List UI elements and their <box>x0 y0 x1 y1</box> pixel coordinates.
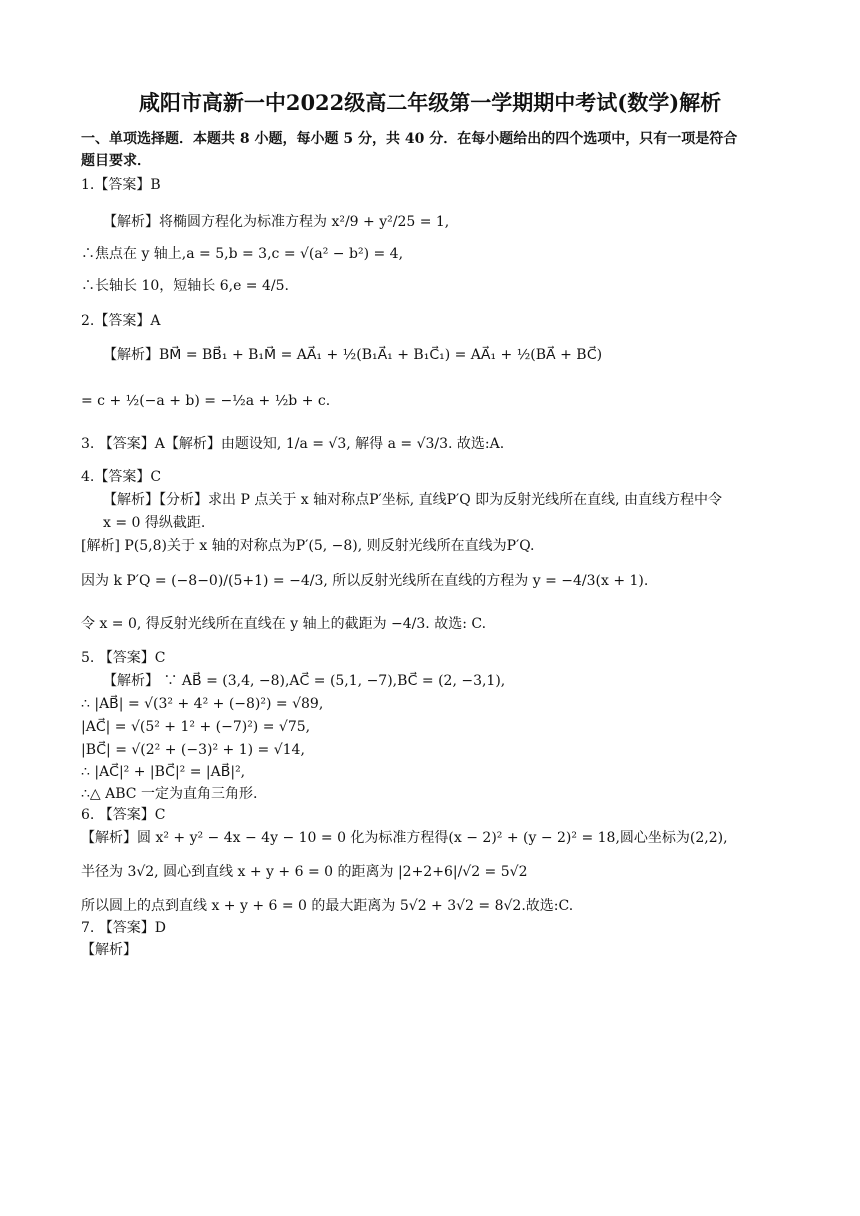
q4-analysis-line3: [解析] P(5,8)关于 x 轴的对称点为P′(5, −8), 则反射光线所在直线为P′Q. <box>81 538 535 554</box>
q5-analysis-line6: ∴△ ABC 一定为直角三角形. <box>81 786 258 802</box>
q2-analysis-line2: = c + ½(−a + b) = −½a + ½b + c. <box>81 393 331 409</box>
q4-analysis-line2: x = 0 得纵截距. <box>103 515 206 531</box>
q1-analysis-line3: ∴长轴长 10，短轴长 6,e = 4/5. <box>81 278 289 294</box>
q5-analysis-line4: |BC⃗| = √(2² + (−3)² + 1) = √14, <box>81 742 305 758</box>
q7-analysis-line1: 【解析】 <box>81 942 137 958</box>
q5-analysis-line3: |AC⃗| = √(5² + 1² + (−7)²) = √75, <box>81 719 311 735</box>
q4-answer: 4.【答案】C <box>81 469 162 485</box>
q4-analysis-line4: 因为 k P′Q = (−8−0)/(5+1) = −4/3, 所以反射光线所在直线的方程为 y = −4/3(x + 1). <box>81 573 649 589</box>
q6-analysis-line2: 半径为 3√2, 圆心到直线 x + y + 6 = 0 的距离为 |2+2+6|/√2 = 5√2 <box>81 864 528 880</box>
q5-answer: 5. 【答案】C <box>81 650 166 666</box>
q6-answer: 6. 【答案】C <box>81 807 166 823</box>
q2-analysis-line1: 【解析】BM⃗ = BB⃗₁ + B₁M⃗ = AA⃗₁ + ½(B₁A⃗₁ + B₁C⃗₁) = AA⃗₁ + ½(BA⃗ + BC⃗) <box>103 347 603 363</box>
q6-analysis-line1: 【解析】圆 x² + y² − 4x − 4y − 10 = 0 化为标准方程得(x − 2)² + (y − 2)² = 18,圆心坐标为(2,2), <box>81 830 728 846</box>
q3-answer-analysis: 3. 【答案】A【解析】由题设知, 1/a = √3, 解得 a = √3/3. 故选:A. <box>81 436 505 452</box>
q1-answer: 1.【答案】B <box>81 177 161 193</box>
q4-analysis-line1: 【解析】【分析】求出 P 点关于 x 轴对称点P′坐标, 直线P′Q 即为反射光线所在直线, 由直线方程中令 <box>103 492 723 508</box>
q5-analysis-line1: 【解析】 ∵ AB⃗ = (3,4, −8),AC⃗ = (5,1, −7),BC⃗ = (2, −3,1), <box>103 673 506 689</box>
section-heading-line1: 一、单项选择题．本题共 8 小题，每小题 5 分，共 40 分．在每小题给出的四个选项中，只有一项是符合 <box>81 131 738 147</box>
q1-analysis-line1: 【解析】将椭圆方程化为标准方程为 x²/9 + y²/25 = 1, <box>103 214 450 230</box>
section-heading-line2: 题目要求． <box>81 153 151 169</box>
q4-analysis-line5: 令 x = 0, 得反射光线所在直线在 y 轴上的截距为 −4/3. 故选: C. <box>81 616 487 632</box>
q5-analysis-line5: ∴ |AC⃗|² + |BC⃗|² = |AB⃗|², <box>81 764 246 780</box>
page-title: 咸阳市高新一中2022级高二年级第一学期期中考试(数学)解析 <box>138 90 722 115</box>
q7-answer: 7. 【答案】D <box>81 920 167 936</box>
q2-answer: 2.【答案】A <box>81 313 161 329</box>
q5-analysis-line2: ∴ |AB⃗| = √(3² + 4² + (−8)²) = √89, <box>81 696 324 712</box>
q6-analysis-line3: 所以圆上的点到直线 x + y + 6 = 0 的最大距离为 5√2 + 3√2 = 8√2.故选:C. <box>81 898 574 914</box>
q1-analysis-line2: ∴焦点在 y 轴上,a = 5,b = 3,c = √(a² − b²) = 4, <box>81 246 404 262</box>
